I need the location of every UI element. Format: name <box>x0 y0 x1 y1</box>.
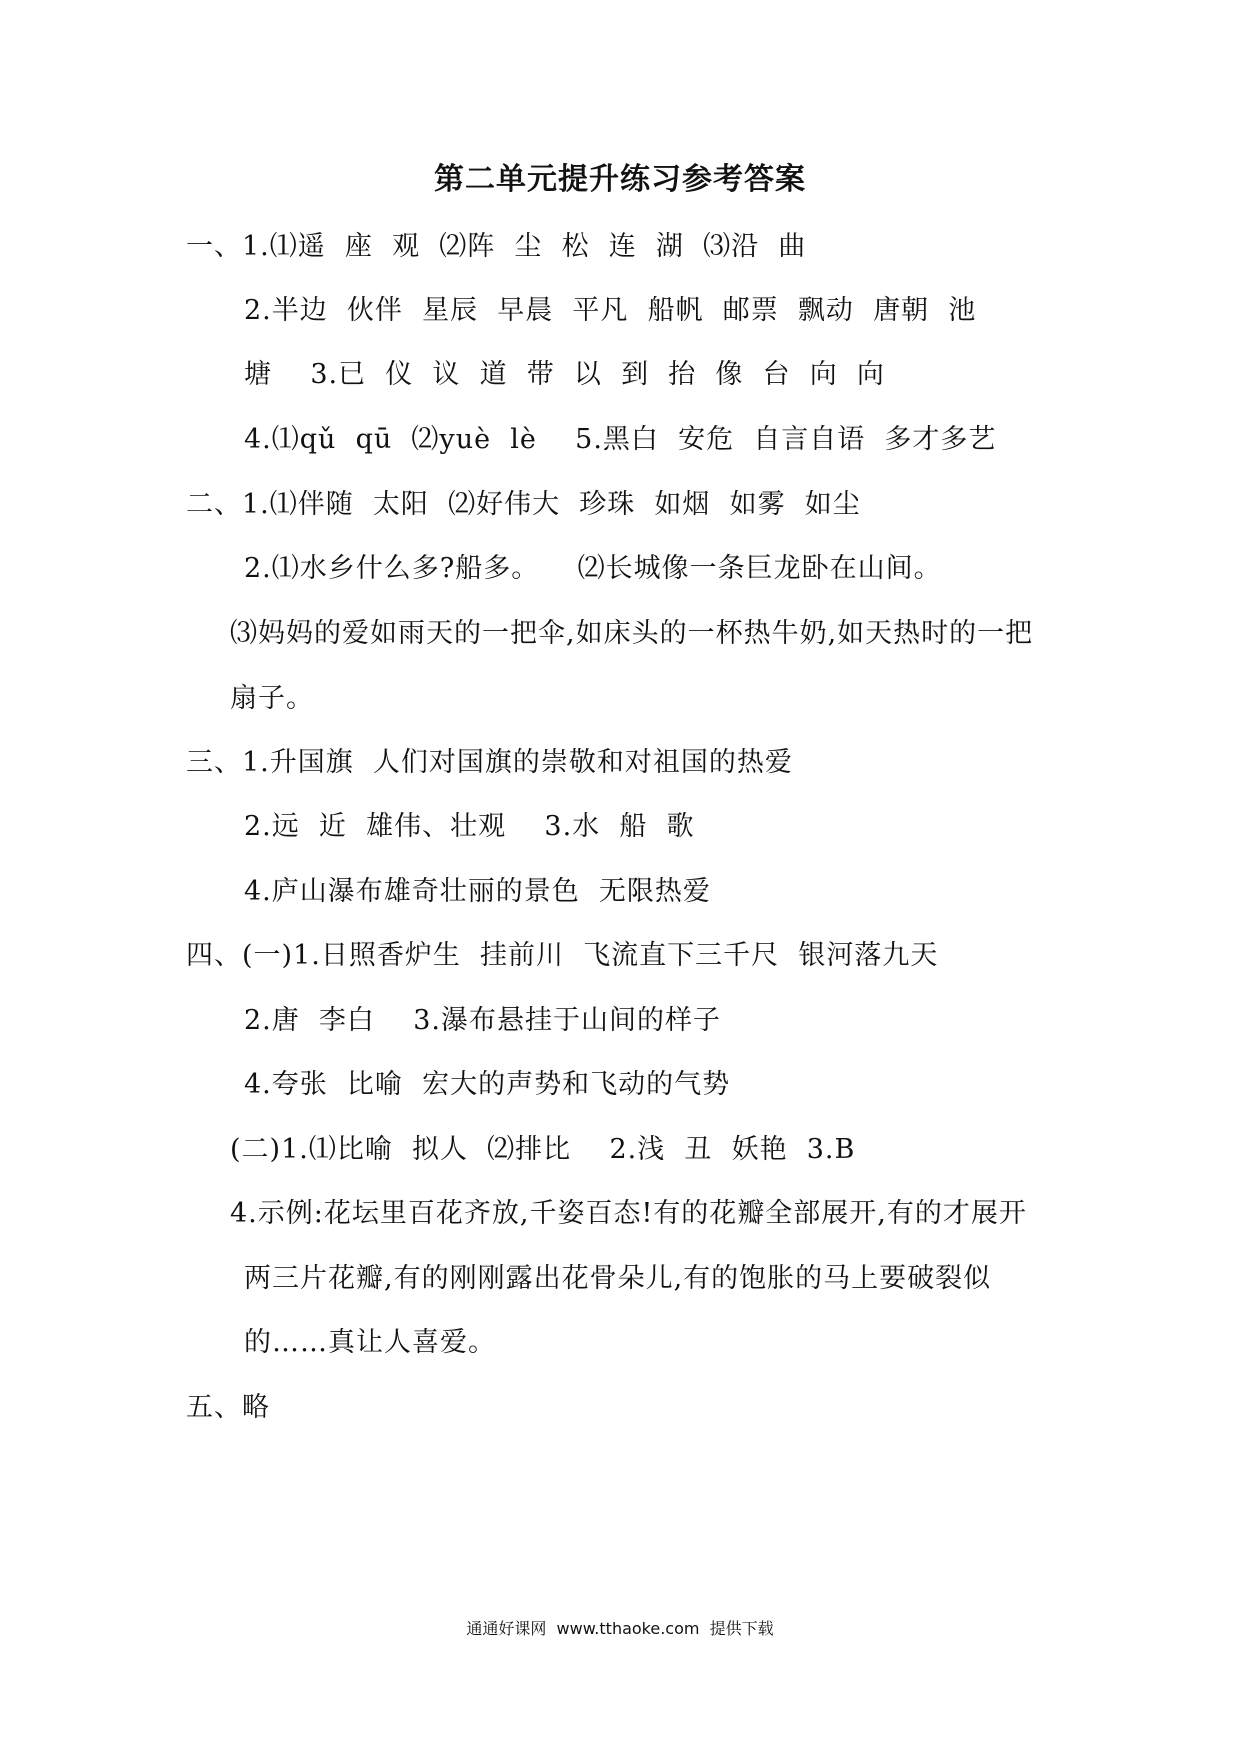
answer-line-4-1: 四、(一)1.日照香炉生 挂前川 飞流直下三千尺 银河落九天 <box>186 940 939 971</box>
answer-line-4-3: 4.夸张 比喻 宏大的声势和飞动的气势 <box>244 1069 731 1100</box>
answer-line-3-1: 三、1.升国旗 人们对国旗的崇敬和对祖国的热爱 <box>186 747 793 778</box>
answer-line-4-6: 两三片花瓣,有的刚刚露出花骨朵儿,有的饱胀的马上要破裂似 <box>244 1263 992 1294</box>
answer-line-2-2: 2.⑴水乡什么多?船多。 ⑵长城像一条巨龙卧在山间。 <box>244 553 942 584</box>
answer-line-5-1: 五、略 <box>186 1392 270 1423</box>
answer-line-4-7: 的……真让人喜爱。 <box>244 1327 496 1358</box>
answer-line-4-2: 2.唐 李白 3.瀑布悬挂于山间的样子 <box>244 1005 722 1036</box>
page-title: 第二单元提升练习参考答案 <box>434 162 806 197</box>
answer-line-2-3: ⑶妈妈的爱如雨天的一把伞,如床头的一杯热牛奶,如天热时的一把 <box>230 618 1034 649</box>
answer-line-1-1: 一、1.⑴遥 座 观 ⑵阵 尘 松 连 湖 ⑶沿 曲 <box>186 231 807 262</box>
answer-line-2-1: 二、1.⑴伴随 太阳 ⑵好伟大 珍珠 如烟 如雾 如尘 <box>186 489 861 520</box>
answer-line-3-3: 4.庐山瀑布雄奇壮丽的景色 无限热爱 <box>244 876 711 907</box>
footer-credit: 通通好课网 www.tthaoke.com 提供下载 <box>466 1619 774 1638</box>
answer-line-3-2: 2.远 近 雄伟、壮观 3.水 船 歌 <box>244 811 695 842</box>
answer-line-4-5: 4.示例:花坛里百花齐放,千姿百态!有的花瓣全部展开,有的才展开 <box>230 1198 1027 1229</box>
answer-line-1-4: 4.⑴qǔ qū ⑵yuè lè 5.黑白 安危 自言自语 多才多艺 <box>244 424 997 455</box>
answer-line-2-4: 扇子。 <box>230 683 314 714</box>
answer-line-1-2: 2.半边 伙伴 星辰 早晨 平凡 船帆 邮票 飘动 唐朝 池 <box>244 295 977 326</box>
answer-line-4-4: (二)1.⑴比喻 拟人 ⑵排比 2.浅 丑 妖艳 3.B <box>230 1134 856 1165</box>
answer-line-1-3: 塘 3.已 仪 议 道 带 以 到 抬 像 台 向 向 <box>244 359 885 390</box>
